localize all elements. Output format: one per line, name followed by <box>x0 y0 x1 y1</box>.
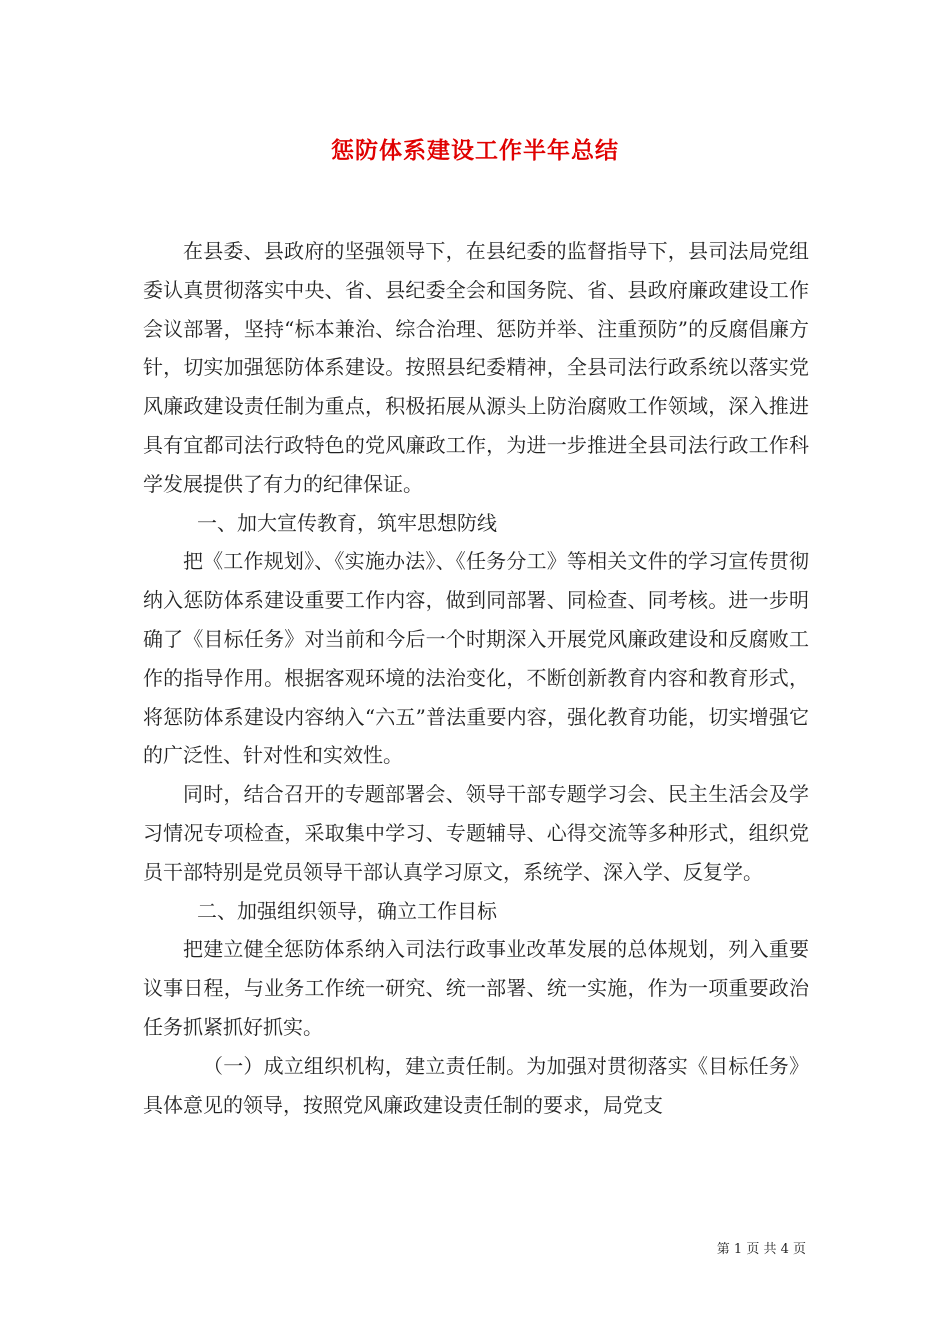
paragraph-intro: 在县委、县政府的坚强领导下，在县纪委的监督指导下，县司法局党组委认真贯彻落实中央、省、县纪委全会和国务院、省、县政府廉政建设工作会议部署，坚持“标本兼治、综合治理、惩防并举、注重预防”的反腐倡廉方针，切实加强惩防体系建设。按照县纪委精神，全县司法行政系统以落实党风廉政建设责任制为重点，积极拓展从源头上防治腐败工作领域，深入推进具有宜都司法行政特色的党风廉政工作，为进一步推进全县司法行政工作科学发展提供了有力的纪律保证。 <box>143 239 809 496</box>
paragraph-section1-b: 同时，结合召开的专题部署会、领导干部专题学习会、民主生活会及学习情况专项检查，采取集中学习、专题辅导、心得交流等多种形式，组织党员干部特别是党员领导干部认真学习原文，系统学、深入学、反复学。 <box>143 782 809 884</box>
section-heading-1: 一、加大宣传教育，筑牢思想防线 <box>197 510 497 535</box>
paragraph-section1-a: 把《工作规划》、《实施办法》、《任务分工》等相关文件的学习宣传贯彻纳入惩防体系建设重要工作内容，做到同部署、同检查、同考核。进一步明确了《目标任务》对当前和今后一个时期深入开展党风廉政建设和反腐败工作的指导作用。根据客观环境的法治变化，不断创新教育内容和教育形式，将惩防体系建设内容纳入“六五”普法重要内容，强化教育功能，切实增强它的广泛性、针对性和实效性。 <box>143 549 809 768</box>
paragraph-subsection-1: （一）成立组织机构，建立责任制。为加强对贯彻落实《目标任务》具体意见的领导，按照党风廉政建设责任制的要求，局党支 <box>143 1053 809 1117</box>
document-title: 惩防体系建设工作半年总结 <box>331 138 619 164</box>
document-body <box>143 232 809 1124</box>
paragraph-section2-a: 把建立健全惩防体系纳入司法行政事业改革发展的总体规划，列入重要议事日程，与业务工作统一研究、统一部署、统一实施，作为一项重要政治任务抓紧抓好抓实。 <box>143 937 809 1039</box>
section-heading-2: 二、加强组织领导，确立工作目标 <box>197 898 497 923</box>
page-footer: 第 1 页 共 4 页 <box>716 1242 806 1257</box>
